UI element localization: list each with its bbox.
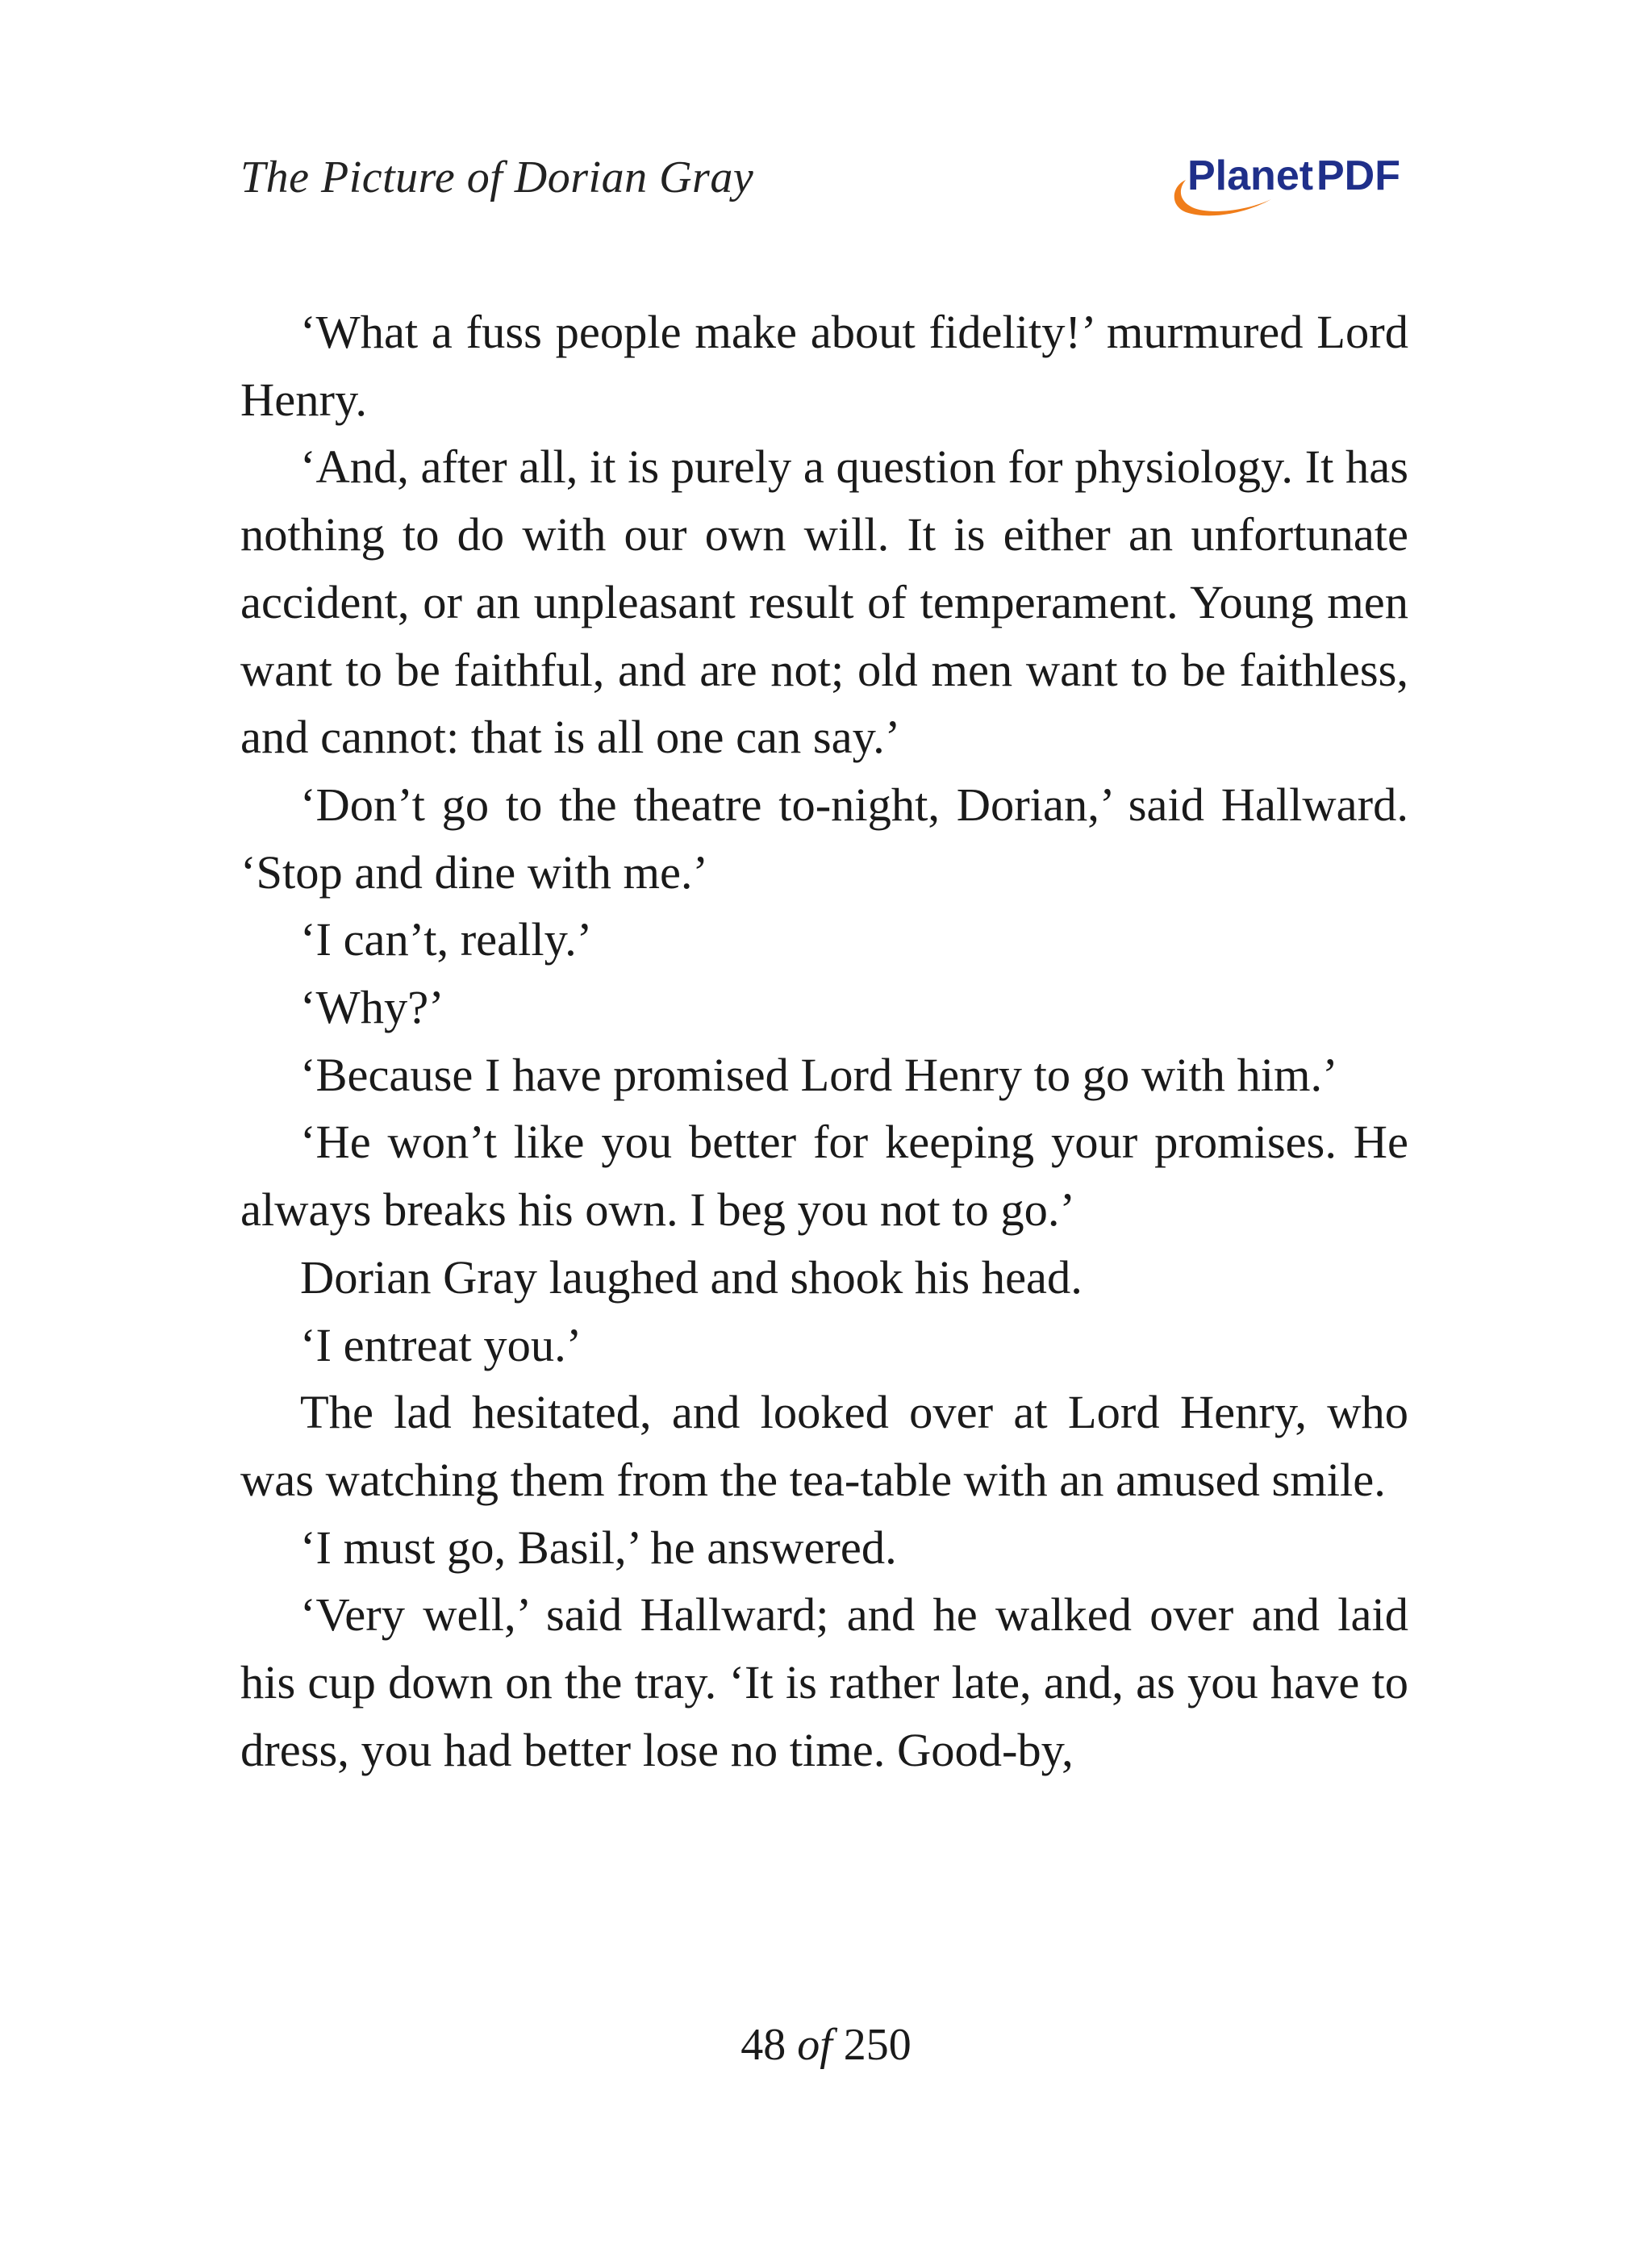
paragraph: ‘Very well,’ said Hallward; and he walked over and laid his cup down on the tray. ‘It is rather late, and, as you have to dress, you had better lose no time. Good-by, xyxy=(240,1588,1408,1776)
paragraph: ‘Because I have promised Lord Henry to go with him.’ xyxy=(300,1048,1338,1101)
paragraph: ‘Don’t go to the theatre to-night, Dorian,’ said Hallward. ‘Stop and dine with me.’ xyxy=(240,778,1408,899)
brand-word-pdf: PDF xyxy=(1316,152,1400,199)
body-text xyxy=(240,298,1408,1784)
paragraph: ‘What a fuss people make about fidelity!’ murmured Lord Henry. xyxy=(240,306,1408,426)
page-number xyxy=(0,2017,1652,2073)
planet-pdf-logo xyxy=(1168,148,1418,220)
current-page-number: 48 xyxy=(740,2020,786,2070)
paragraph: ‘He won’t like you better for keeping your promises. He always breaks his own. I beg you not to go.’ xyxy=(240,1116,1408,1237)
page-of-label: of xyxy=(797,2020,832,2070)
paragraph: ‘And, after all, it is purely a question for physiology. It has nothing to do with our own will. It is either an unfortunate accident, or an unpleasant result of temperament. Young men want to be faithful, and are not; old men want to be faithless, and cannot: that is all one can say.’ xyxy=(240,440,1408,764)
paragraph: ‘I must go, Basil,’ he answered. xyxy=(300,1521,897,1574)
paragraph: ‘I entreat you.’ xyxy=(300,1318,582,1371)
paragraph: The lad hesitated, and looked over at Lord Henry, who was watching them from the tea-table with an amused smile. xyxy=(240,1386,1408,1506)
running-title: The Picture of Dorian Gray xyxy=(240,152,754,202)
paragraph: ‘I can’t, really.’ xyxy=(300,913,593,966)
total-pages-number: 250 xyxy=(843,2020,912,2070)
brand-word-planet: Planet xyxy=(1187,152,1314,199)
paragraph: ‘Why?’ xyxy=(300,981,444,1034)
paragraph: Dorian Gray laughed and shook his head. xyxy=(300,1250,1083,1304)
